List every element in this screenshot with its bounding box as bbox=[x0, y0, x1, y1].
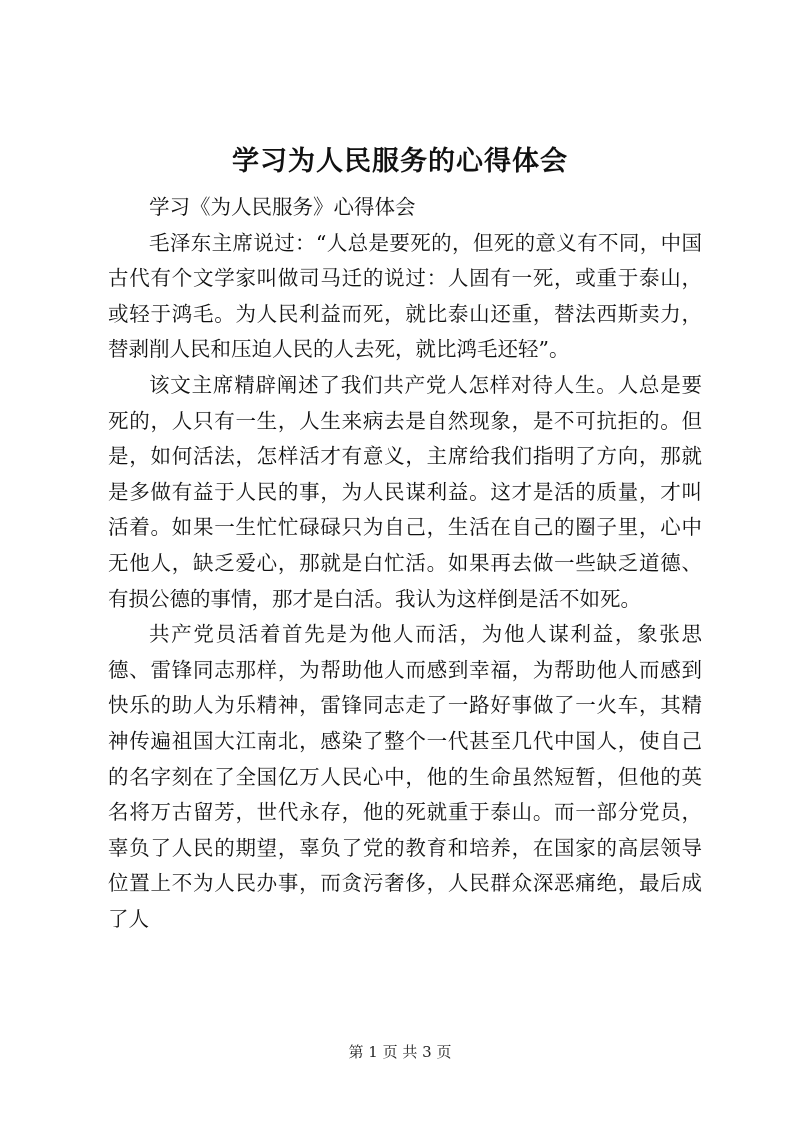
paragraph-subtitle: 学习《为人民服务》心得体会 bbox=[149, 195, 416, 219]
paragraph-explanation: 该文主席精辟阐述了我们共产党人怎样对待人生。人总是要死的，人只有一生，人生来病去是自然现象，是不可抗拒的。但是，如何活法，怎样活才有意义，主席给我们指明了方向，那就是多做有益于人民的事，为人民谋利益。这才是活的质量，才叫活着。如果一生忙忙碌碌只为自己，生活在自己的圈子里，心中无他人，缺乏爱心，那就是白忙活。如果再去做一些缺乏道德、有损公德的事情，那才是白活。我认为这样倒是活不如死。 bbox=[108, 372, 702, 611]
document-title: 学习为人民服务的心得体会 bbox=[232, 146, 568, 177]
paragraph-party-members: 共产党员活着首先是为他人而活，为他人谋利益，象张思德、雷锋同志那样，为帮助他人而感到幸福，为帮助他人而感到快乐的助人为乐精神，雷锋同志走了一路好事做了一火车，其精神传遍祖国大江南北，感染了整个一代甚至几代中国人，使自己的名字刻在了全国亿万人民心中，他的生命虽然短暂，但他的英名将万古留芳，世代永存，他的死就重于泰山。而一部分党员，辜负了人民的期望，辜负了党的教育和培养，在国家的高层领导位置上不为人民办事，而贪污奢侈，人民群众深恶痛绝，最后成了人 bbox=[108, 622, 702, 931]
document-body bbox=[108, 190, 702, 937]
page-footer: 第 1 页 共 3 页 bbox=[348, 1043, 452, 1061]
paragraph-quote: 毛泽东主席说过：“人总是要死的，但死的意义有不同，中国古代有个文学家叫做司马迁的说过：人固有一死，或重于泰山，或轻于鸿毛。为人民利益而死，就比泰山还重，替法西斯卖力，替剥削人民和压迫人民的人去死，就比鸿毛还轻”。 bbox=[108, 230, 702, 362]
